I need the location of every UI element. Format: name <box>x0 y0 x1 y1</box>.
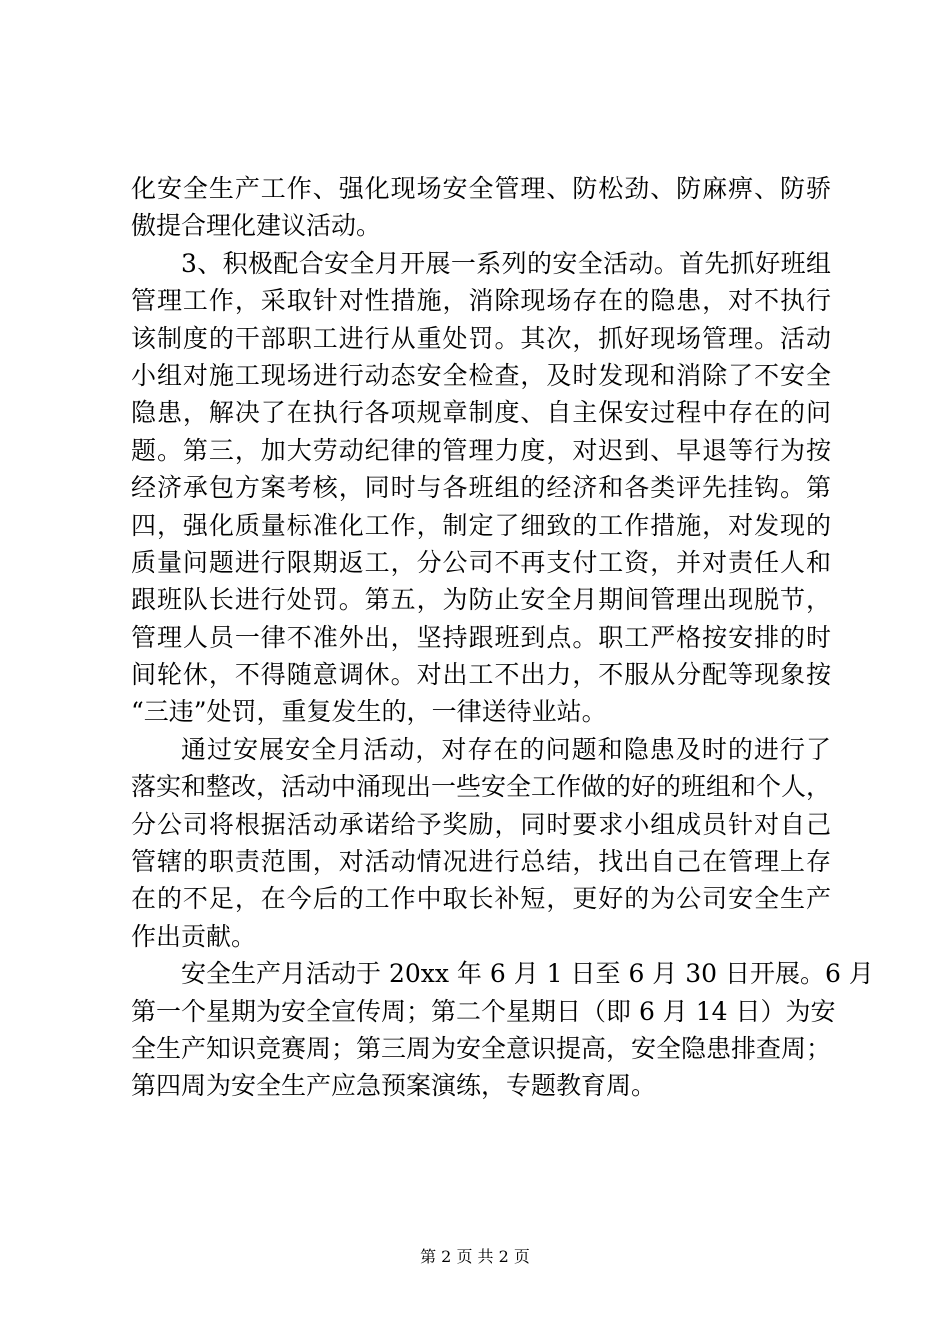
text-line: 第四周为安全生产应急预案演练，专题教育周。 <box>131 1071 657 1101</box>
text-line: 管理人员一律不准外出，坚持跟班到点。职工严格按安排的时 <box>131 622 831 652</box>
text-line: 安全生产月活动于 20xx 年 6 月 1 日至 6 月 30 日开展。6 月 <box>181 959 874 989</box>
text-line: 3、积极配合安全月开展一系列的安全活动。首先抓好班组 <box>181 248 831 278</box>
text-line: 化安全生产工作、强化现场安全管理、防松劲、防麻痹、防骄 <box>131 174 831 203</box>
text-line: 小组对施工现场进行动态安全检查，及时发现和消除了不安全 <box>131 360 831 390</box>
text-line: 分公司将根据活动承诺给予奖励，同时要求小组成员针对自己 <box>131 809 831 839</box>
text-line: 经济承包方案考核，同时与各班组的经济和各类评先挂钩。第 <box>131 473 831 503</box>
page-footer: 第 2 页 共 2 页 <box>420 1247 530 1266</box>
text-line: 通过安展安全月活动，对存在的问题和隐患及时的进行了 <box>181 734 831 764</box>
text-line: 管理工作，采取针对性措施，消除现场存在的隐患，对不执行 <box>131 286 831 316</box>
text-line: 落实和整改，活动中涌现出一些安全工作做的好的班组和个人， <box>131 772 832 802</box>
text-line: 管辖的职责范围，对活动情况进行总结，找出自己在管理上存 <box>131 847 831 877</box>
text-line: 间轮休，不得随意调休。对出工不出力，不服从分配等现象按 <box>131 660 831 690</box>
text-line: 在的不足，在今后的工作中取长补短，更好的为公司安全生产 <box>131 884 831 914</box>
text-line: 跟班队长进行处罚。第五，为防止安全月期间管理出现脱节， <box>131 585 831 615</box>
text-line: “三违”处罚，重复发生的，一律送待业站。 <box>131 697 607 727</box>
document-body <box>131 170 874 1105</box>
text-line: 题。第三，加大劳动纪律的管理力度，对迟到、早退等行为按 <box>131 435 831 465</box>
text-line: 四，强化质量标准化工作，制定了细致的工作措施，对发现的 <box>131 510 831 540</box>
text-line: 全生产知识竞赛周；第三周为安全意识提高，安全隐患排查周； <box>131 1033 832 1063</box>
text-line: 第一个星期为安全宣传周；第二个星期日（即 6 月 14 日）为安 <box>131 996 836 1026</box>
text-line: 傲提合理化建议活动。 <box>131 211 382 241</box>
text-line: 作出贡献。 <box>131 921 257 951</box>
text-line: 隐患，解决了在执行各项规章制度、自主保安过程中存在的问 <box>131 398 831 428</box>
text-line: 该制度的干部职工进行从重处罚。其次，抓好现场管理。活动 <box>131 323 831 353</box>
text-line: 质量问题进行限期返工，分公司不再支付工资，并对责任人和 <box>131 547 831 577</box>
